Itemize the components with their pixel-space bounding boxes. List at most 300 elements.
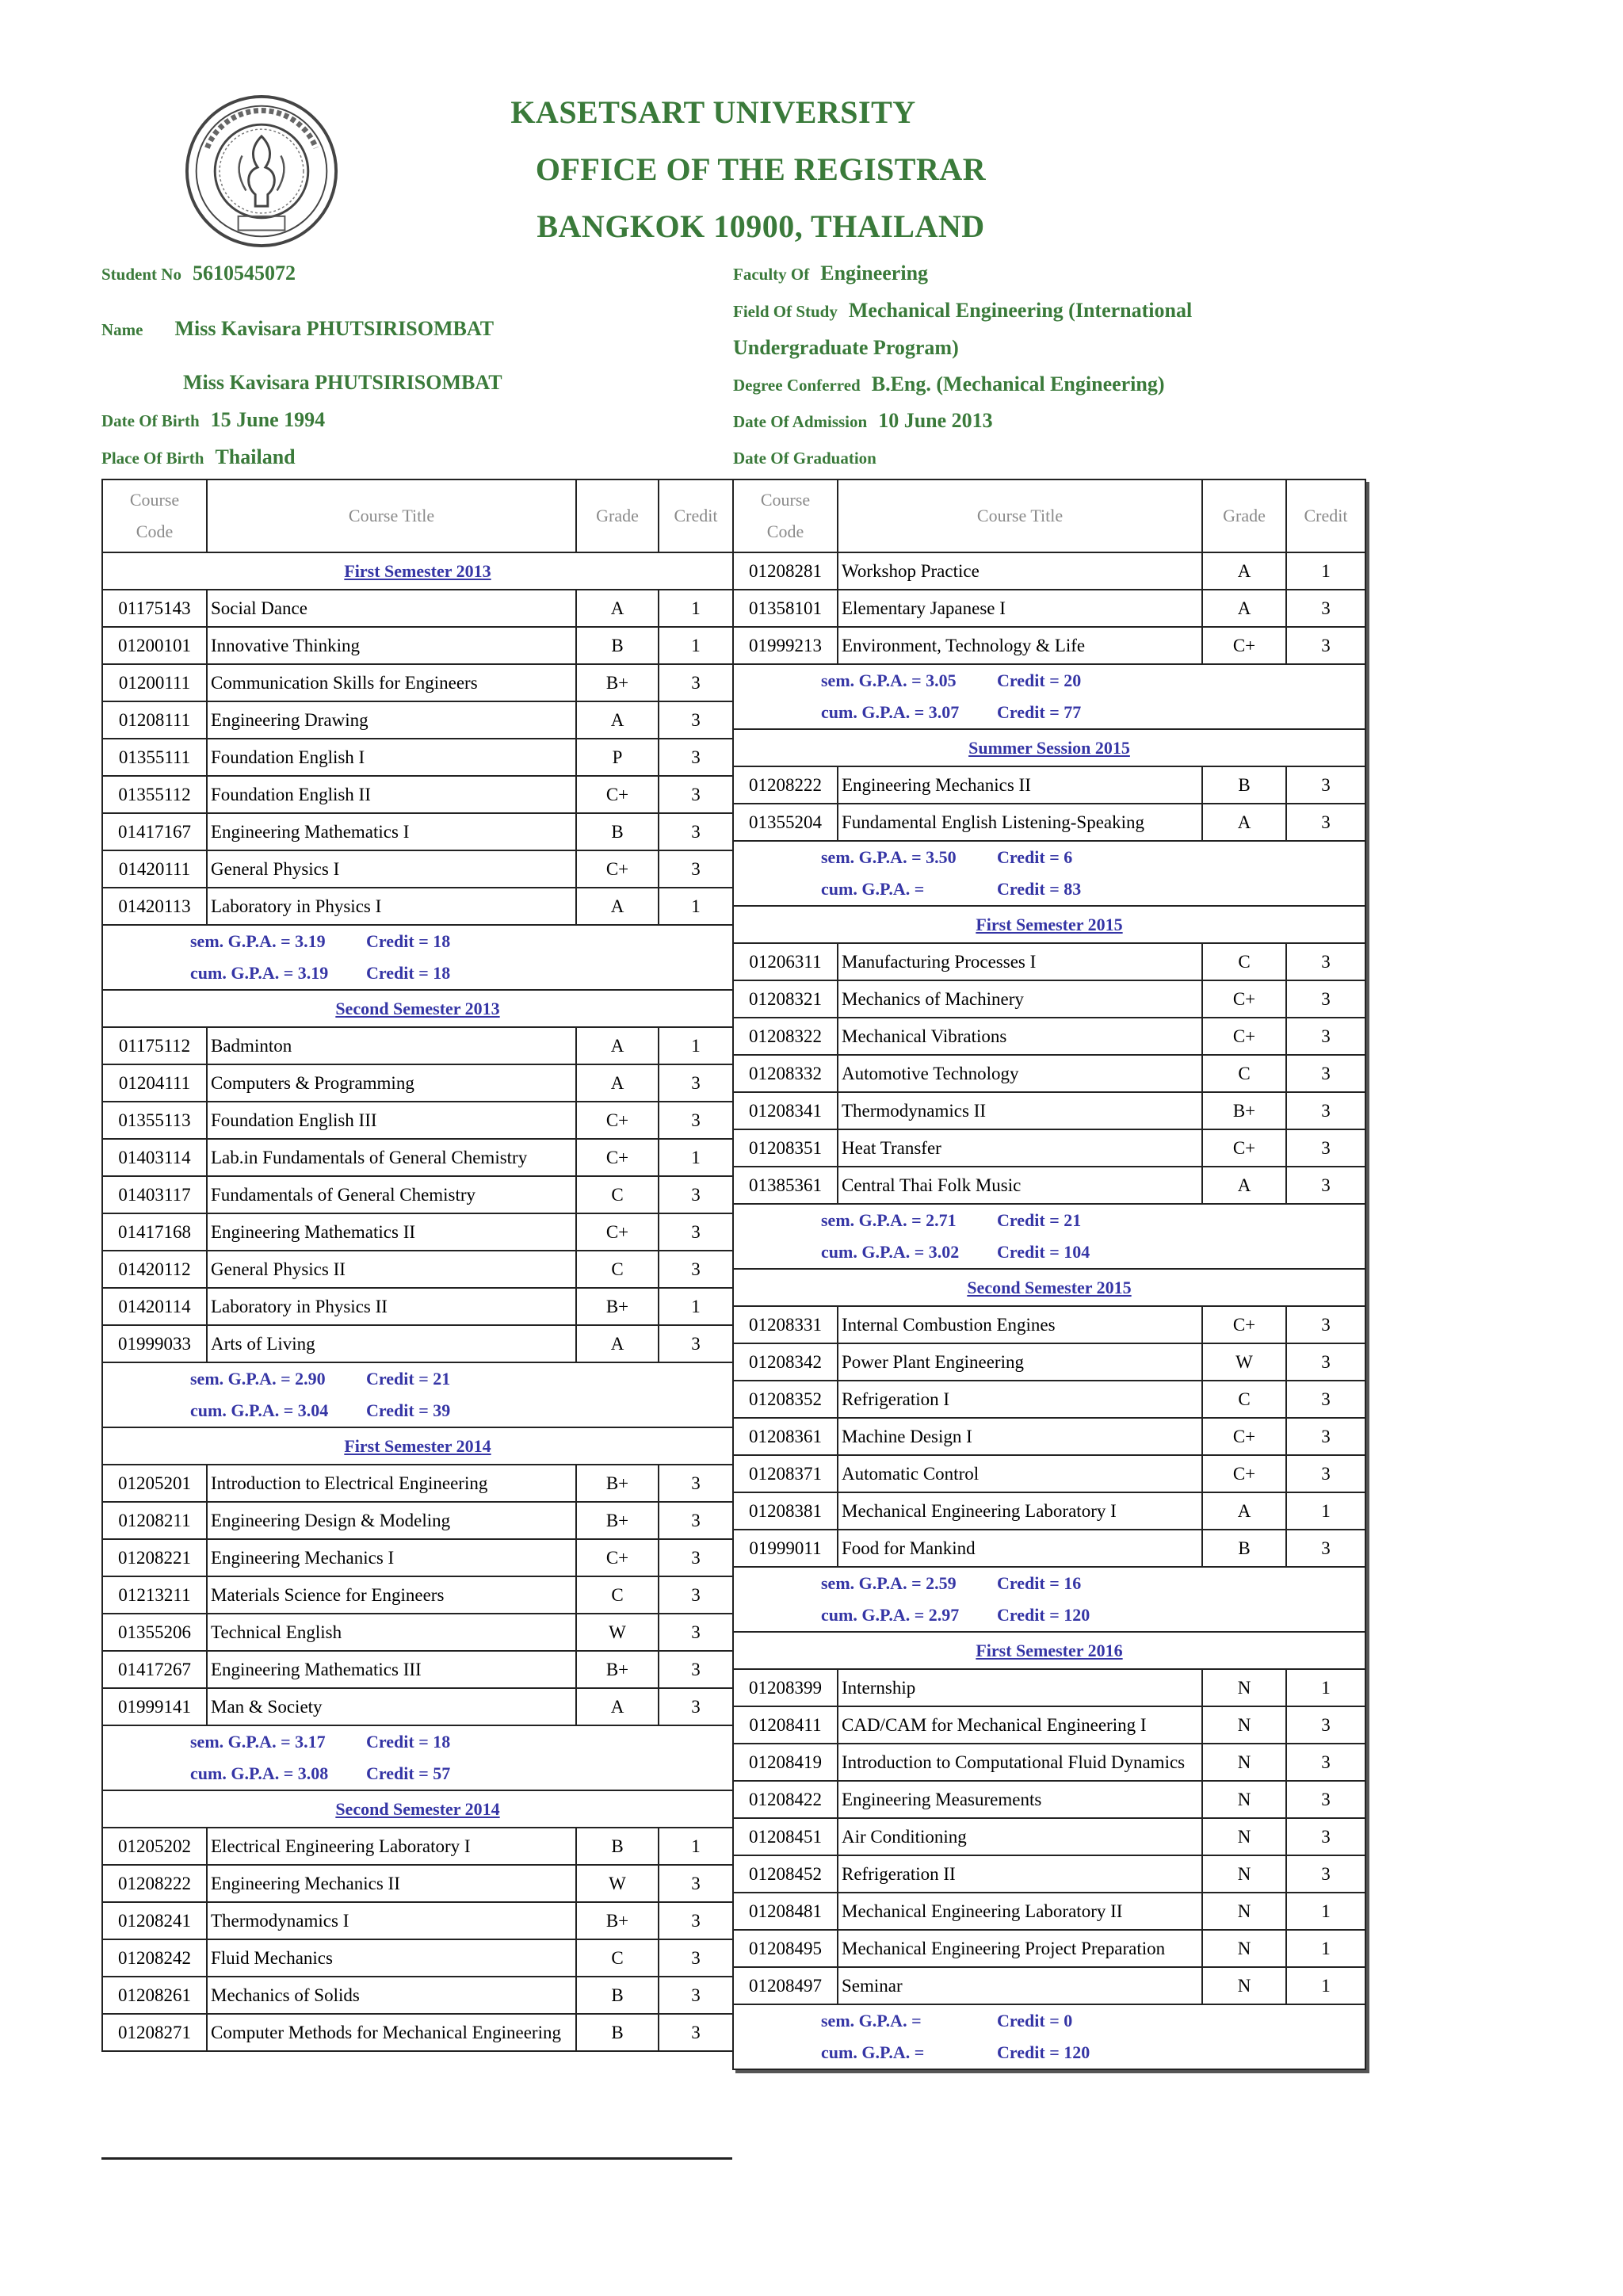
- course-credit: 1: [1286, 1967, 1365, 2004]
- course-code: 01358101: [733, 590, 838, 627]
- course-grade: C: [1202, 1055, 1286, 1092]
- course-credit: 3: [659, 813, 733, 850]
- course-code: 01208331: [733, 1306, 838, 1343]
- course-row: [733, 1744, 1365, 1781]
- course-code: 01417167: [102, 813, 207, 850]
- course-row: [733, 552, 1365, 590]
- course-grade: C+: [1202, 1129, 1286, 1167]
- course-grade: N: [1202, 1669, 1286, 1706]
- credit-total: Credit = 120: [997, 2042, 1090, 2062]
- course-row: [733, 1669, 1365, 1706]
- name-alt-value: Miss Kavisara PHUTSIRISOMBAT: [183, 371, 502, 394]
- course-row: [102, 1213, 733, 1251]
- course-grade: A: [576, 1027, 659, 1064]
- course-credit: 3: [1286, 1818, 1365, 1855]
- course-title: Mechanics of Solids: [207, 1977, 576, 2014]
- course-grade: N: [1202, 1967, 1286, 2004]
- course-code: 01417168: [102, 1213, 207, 1251]
- course-credit: 3: [1286, 1018, 1365, 1055]
- gpa-value: sem. G.P.A. = 3.19: [190, 931, 326, 951]
- course-grade: C+: [576, 1213, 659, 1251]
- course-credit: 3: [659, 1614, 733, 1651]
- course-code: 01208111: [102, 701, 207, 739]
- course-grade: B: [1202, 1530, 1286, 1567]
- course-grade: N: [1202, 1930, 1286, 1967]
- course-title: Foundation English II: [207, 776, 576, 813]
- course-grade: C: [576, 1251, 659, 1288]
- course-row: [102, 590, 733, 627]
- course-grade: C+: [576, 850, 659, 888]
- course-credit: 1: [659, 1828, 733, 1865]
- course-title: Refrigeration I: [838, 1381, 1202, 1418]
- cumulative-gpa-row: [733, 1599, 1365, 1632]
- course-grade: C+: [1202, 1018, 1286, 1055]
- course-credit: 1: [659, 627, 733, 664]
- course-code: 01208271: [102, 2014, 207, 2051]
- semester-heading-row: [733, 906, 1365, 943]
- course-code: 01175143: [102, 590, 207, 627]
- course-credit: 3: [659, 2014, 733, 2051]
- course-title: Engineering Drawing: [207, 701, 576, 739]
- course-credit: 1: [1286, 1492, 1365, 1530]
- course-credit: 1: [1286, 1930, 1365, 1967]
- course-credit: 3: [1286, 1418, 1365, 1455]
- course-title: Computer Methods for Mechanical Engineering: [207, 2014, 576, 2051]
- course-code: 01355112: [102, 776, 207, 813]
- semester-gpa-row: [102, 925, 733, 957]
- table-bottom-rule: [101, 2157, 732, 2160]
- course-grade: C: [576, 1939, 659, 1977]
- course-code: 01999033: [102, 1325, 207, 1362]
- course-title: Air Conditioning: [838, 1818, 1202, 1855]
- course-grade: C+: [1202, 627, 1286, 664]
- gpa-value: cum. G.P.A. =: [821, 2042, 925, 2062]
- gpa-cell: [102, 925, 733, 957]
- course-code: 01208342: [733, 1343, 838, 1381]
- gpa-value: cum. G.P.A. = 3.19: [190, 963, 329, 983]
- course-credit: 3: [659, 1325, 733, 1362]
- course-credit: 1: [1286, 1893, 1365, 1930]
- admission-value: 10 June 2013: [878, 409, 993, 432]
- course-grade: B: [576, 627, 659, 664]
- header-code-label: Code: [766, 521, 804, 541]
- course-grade: C+: [576, 776, 659, 813]
- course-row: [733, 1455, 1365, 1492]
- credit-total: Credit = 16: [997, 1573, 1082, 1593]
- course-grade: B: [576, 1977, 659, 2014]
- gpa-cell: [733, 841, 1365, 873]
- course-credit: 3: [1286, 1744, 1365, 1781]
- gpa-cell: [733, 1567, 1365, 1599]
- course-code: 01208422: [733, 1781, 838, 1818]
- course-row: [733, 1092, 1365, 1129]
- course-credit: 3: [1286, 1306, 1365, 1343]
- semester-gpa-row: [102, 1725, 733, 1758]
- course-title: Seminar: [838, 1967, 1202, 2004]
- course-row: [733, 804, 1365, 841]
- course-credit: 3: [659, 850, 733, 888]
- course-row: [102, 1651, 733, 1688]
- course-credit: 3: [659, 1576, 733, 1614]
- course-credit: 1: [659, 1027, 733, 1064]
- course-code: 01999213: [733, 627, 838, 664]
- course-credit: 3: [659, 776, 733, 813]
- header-credit: Credit: [1286, 479, 1365, 552]
- name-alt-row: [183, 371, 502, 395]
- pob-value: Thailand: [215, 445, 296, 468]
- course-grade: B+: [1202, 1092, 1286, 1129]
- course-title: Internal Combustion Engines: [838, 1306, 1202, 1343]
- field-value-line1: Mechanical Engineering (International: [848, 299, 1193, 322]
- course-code: 01205202: [102, 1828, 207, 1865]
- course-row: [733, 1530, 1365, 1567]
- gpa-cell: [733, 2004, 1365, 2037]
- course-row: [733, 1893, 1365, 1930]
- semester-heading-row: [733, 1269, 1365, 1306]
- semester-title: First Semester 2013: [102, 552, 733, 590]
- semester-gpa-row: [102, 1362, 733, 1395]
- transcript-table-left: [101, 479, 734, 2052]
- column-header-row: [733, 479, 1365, 552]
- header-course-label: Course: [129, 490, 180, 510]
- course-grade: A: [576, 1688, 659, 1725]
- course-credit: 3: [659, 1539, 733, 1576]
- course-grade: C+: [576, 1539, 659, 1576]
- name-row: [101, 317, 494, 341]
- course-row: [102, 1828, 733, 1865]
- course-title: Mechanical Vibrations: [838, 1018, 1202, 1055]
- gpa-cell: [733, 1236, 1365, 1269]
- course-title: Elementary Japanese I: [838, 590, 1202, 627]
- course-row: [733, 1492, 1365, 1530]
- column-header-row: [102, 479, 733, 552]
- course-code: 01420112: [102, 1251, 207, 1288]
- city-address: BANGKOK 10900, THAILAND: [537, 208, 985, 244]
- header-course-title: Course Title: [838, 479, 1202, 552]
- gpa-cell: [733, 1599, 1365, 1632]
- course-title: Engineering Design & Modeling: [207, 1502, 576, 1539]
- course-title: Introduction to Electrical Engineering: [207, 1465, 576, 1502]
- course-grade: W: [576, 1614, 659, 1651]
- header-credit: Credit: [659, 479, 733, 552]
- course-title: General Physics I: [207, 850, 576, 888]
- course-row: [102, 776, 733, 813]
- course-grade: A: [576, 590, 659, 627]
- course-credit: 3: [1286, 590, 1365, 627]
- course-credit: 3: [1286, 1855, 1365, 1893]
- course-row: [733, 1418, 1365, 1455]
- course-grade: N: [1202, 1893, 1286, 1930]
- office-name: OFFICE OF THE REGISTRAR: [535, 151, 987, 187]
- course-row: [102, 1251, 733, 1288]
- course-grade: A: [1202, 590, 1286, 627]
- course-credit: 1: [1286, 552, 1365, 590]
- course-title: Electrical Engineering Laboratory I: [207, 1828, 576, 1865]
- course-credit: 3: [1286, 1092, 1365, 1129]
- course-code: 01417267: [102, 1651, 207, 1688]
- course-grade: A: [576, 1064, 659, 1102]
- semester-title: Second Semester 2013: [102, 990, 733, 1027]
- course-grade: N: [1202, 1744, 1286, 1781]
- course-title: Technical English: [207, 1614, 576, 1651]
- course-grade: N: [1202, 1855, 1286, 1893]
- course-row: [733, 1129, 1365, 1167]
- course-row: [102, 1539, 733, 1576]
- course-credit: 3: [1286, 1129, 1365, 1167]
- course-credit: 3: [659, 1064, 733, 1102]
- course-credit: 3: [659, 1688, 733, 1725]
- gpa-cell: [102, 1395, 733, 1427]
- course-title: Central Thai Folk Music: [838, 1167, 1202, 1204]
- field-row: [733, 299, 1192, 323]
- course-code: 01200111: [102, 664, 207, 701]
- course-title: Engineering Measurements: [838, 1781, 1202, 1818]
- semester-title: Second Semester 2015: [733, 1269, 1365, 1306]
- course-code: 01208321: [733, 980, 838, 1018]
- course-row: [102, 1688, 733, 1725]
- course-code: 01208261: [102, 1977, 207, 2014]
- course-grade: N: [1202, 1706, 1286, 1744]
- course-grade: B+: [576, 1651, 659, 1688]
- course-code: 01999141: [102, 1688, 207, 1725]
- course-row: [733, 1306, 1365, 1343]
- course-credit: 3: [659, 1651, 733, 1688]
- course-code: 01208222: [733, 766, 838, 804]
- course-title: Laboratory in Physics I: [207, 888, 576, 925]
- course-credit: 3: [659, 1465, 733, 1502]
- course-code: 01208452: [733, 1855, 838, 1893]
- course-code: 01420114: [102, 1288, 207, 1325]
- pob-row: [101, 445, 296, 469]
- course-grade: C+: [576, 1139, 659, 1176]
- course-title: Communication Skills for Engineers: [207, 664, 576, 701]
- course-code: 01208332: [733, 1055, 838, 1092]
- course-row: [102, 813, 733, 850]
- course-credit: 3: [659, 1977, 733, 2014]
- course-grade: P: [576, 739, 659, 776]
- course-row: [733, 590, 1365, 627]
- course-title: Environment, Technology & Life: [838, 627, 1202, 664]
- course-credit: 3: [1286, 627, 1365, 664]
- semester-heading-row: [733, 1632, 1365, 1669]
- course-grade: B+: [576, 1465, 659, 1502]
- course-row: [102, 1064, 733, 1102]
- faculty-value: Engineering: [820, 262, 929, 285]
- course-grade: C: [1202, 1381, 1286, 1418]
- credit-total: Credit = 39: [366, 1400, 451, 1420]
- course-row: [733, 627, 1365, 664]
- dob-label: Date Of Birth: [101, 411, 200, 430]
- course-grade: C: [576, 1576, 659, 1614]
- course-code: 01208419: [733, 1744, 838, 1781]
- course-row: [102, 1139, 733, 1176]
- gpa-value: cum. G.P.A. = 3.02: [821, 1242, 960, 1262]
- cumulative-gpa-row: [102, 1395, 733, 1427]
- course-title: Internship: [838, 1669, 1202, 1706]
- course-code: 01208352: [733, 1381, 838, 1418]
- course-credit: 3: [659, 1176, 733, 1213]
- header-course-code: [733, 479, 838, 552]
- student-no-label: Student No: [101, 265, 181, 284]
- course-credit: 3: [1286, 1706, 1365, 1744]
- course-credit: 1: [659, 590, 733, 627]
- gpa-value: sem. G.P.A. = 2.90: [190, 1369, 326, 1389]
- field-label: Field Of Study: [733, 302, 838, 321]
- course-code: 01403114: [102, 1139, 207, 1176]
- course-row: [102, 1288, 733, 1325]
- course-title: Foundation English I: [207, 739, 576, 776]
- course-grade: C+: [576, 1102, 659, 1139]
- course-row: [102, 739, 733, 776]
- course-title: Introduction to Computational Fluid Dynamics: [838, 1744, 1202, 1781]
- course-title: Mechanical Engineering Laboratory I: [838, 1492, 1202, 1530]
- course-title: Machine Design I: [838, 1418, 1202, 1455]
- credit-total: Credit = 77: [997, 702, 1082, 722]
- course-title: Heat Transfer: [838, 1129, 1202, 1167]
- course-row: [102, 1865, 733, 1902]
- course-credit: 3: [1286, 980, 1365, 1018]
- semester-heading-row: [102, 990, 733, 1027]
- course-grade: N: [1202, 1781, 1286, 1818]
- course-credit: 3: [659, 1102, 733, 1139]
- header-grade: Grade: [1202, 479, 1286, 552]
- semester-heading-row: [102, 1427, 733, 1465]
- field-row-2: [733, 336, 959, 360]
- course-row: [102, 664, 733, 701]
- course-title: Engineering Mathematics I: [207, 813, 576, 850]
- course-grade: C: [1202, 943, 1286, 980]
- course-title: Power Plant Engineering: [838, 1343, 1202, 1381]
- gpa-value: sem. G.P.A. = 2.71: [821, 1210, 957, 1230]
- gpa-value: cum. G.P.A. = 2.97: [821, 1605, 960, 1625]
- gpa-value: sem. G.P.A. = 3.05: [821, 670, 957, 690]
- course-code: 01200101: [102, 627, 207, 664]
- course-credit: 3: [1286, 1455, 1365, 1492]
- gpa-value: sem. G.P.A. = 3.50: [821, 847, 957, 867]
- gpa-value: cum. G.P.A. = 3.08: [190, 1763, 329, 1783]
- gpa-value: sem. G.P.A. = 3.17: [190, 1732, 326, 1752]
- course-row: [102, 1977, 733, 2014]
- gpa-cell: [102, 1362, 733, 1395]
- course-title: Foundation English III: [207, 1102, 576, 1139]
- header-course-title: Course Title: [207, 479, 576, 552]
- university-name: KASETSART UNIVERSITY: [510, 94, 916, 130]
- semester-gpa-row: [733, 2004, 1365, 2037]
- course-code: 01208399: [733, 1669, 838, 1706]
- course-title: Engineering Mathematics II: [207, 1213, 576, 1251]
- cumulative-gpa-row: [733, 1236, 1365, 1269]
- course-title: Fundamental English Listening-Speaking: [838, 804, 1202, 841]
- gpa-cell: [102, 957, 733, 990]
- course-credit: 1: [1286, 1669, 1365, 1706]
- course-credit: 3: [1286, 1381, 1365, 1418]
- course-grade: A: [1202, 1167, 1286, 1204]
- course-row: [102, 1465, 733, 1502]
- course-grade: A: [576, 888, 659, 925]
- semester-title: Second Semester 2014: [102, 1790, 733, 1828]
- course-grade: B: [1202, 766, 1286, 804]
- semester-gpa-row: [733, 1204, 1365, 1236]
- course-title: CAD/CAM for Mechanical Engineering I: [838, 1706, 1202, 1744]
- course-code: 01208371: [733, 1455, 838, 1492]
- course-grade: B: [576, 2014, 659, 2051]
- course-credit: 3: [1286, 1343, 1365, 1381]
- gpa-cell: [733, 664, 1365, 697]
- course-title: Social Dance: [207, 590, 576, 627]
- course-credit: 1: [659, 1139, 733, 1176]
- student-no-value: 5610545072: [192, 262, 296, 285]
- transcript-table-right: [732, 479, 1366, 2070]
- course-code: 01208281: [733, 552, 838, 590]
- course-row: [102, 627, 733, 664]
- course-title: Laboratory in Physics II: [207, 1288, 576, 1325]
- course-code: 01208322: [733, 1018, 838, 1055]
- course-credit: 3: [1286, 1530, 1365, 1567]
- course-title: Automatic Control: [838, 1455, 1202, 1492]
- course-row: [733, 766, 1365, 804]
- semester-gpa-row: [733, 664, 1365, 697]
- course-code: 01208242: [102, 1939, 207, 1977]
- cumulative-gpa-row: [733, 873, 1365, 906]
- course-row: [102, 1614, 733, 1651]
- course-grade: B: [576, 813, 659, 850]
- semester-title: Summer Session 2015: [733, 729, 1365, 766]
- course-title: Materials Science for Engineers: [207, 1576, 576, 1614]
- course-title: Lab.in Fundamentals of General Chemistry: [207, 1139, 576, 1176]
- degree-value: B.Eng. (Mechanical Engineering): [871, 372, 1165, 395]
- course-title: General Physics II: [207, 1251, 576, 1288]
- admission-label: Date Of Admission: [733, 412, 868, 431]
- name-label: Name: [101, 320, 143, 339]
- course-code: 01403117: [102, 1176, 207, 1213]
- course-row: [102, 1576, 733, 1614]
- course-grade: A: [576, 1325, 659, 1362]
- course-code: 01208222: [102, 1865, 207, 1902]
- semester-title: First Semester 2014: [102, 1427, 733, 1465]
- credit-total: Credit = 104: [997, 1242, 1090, 1262]
- cumulative-gpa-row: [733, 697, 1365, 729]
- course-row: [102, 1027, 733, 1064]
- course-grade: B+: [576, 1288, 659, 1325]
- course-credit: 3: [1286, 1167, 1365, 1204]
- course-code: 01208451: [733, 1818, 838, 1855]
- semester-title: First Semester 2016: [733, 1632, 1365, 1669]
- course-credit: 3: [659, 701, 733, 739]
- course-code: 01355206: [102, 1614, 207, 1651]
- course-code: 01355111: [102, 739, 207, 776]
- credit-total: Credit = 6: [997, 847, 1073, 867]
- course-title: Thermodynamics II: [838, 1092, 1202, 1129]
- course-grade: B+: [576, 1502, 659, 1539]
- course-row: [733, 1343, 1365, 1381]
- course-credit: 3: [659, 1213, 733, 1251]
- course-grade: C+: [1202, 1418, 1286, 1455]
- course-credit: 3: [1286, 1781, 1365, 1818]
- credit-total: Credit = 18: [366, 963, 451, 983]
- gpa-cell: [733, 2037, 1365, 2069]
- cumulative-gpa-row: [102, 1758, 733, 1790]
- course-row: [102, 1325, 733, 1362]
- header-code-label: Code: [136, 521, 174, 541]
- credit-total: Credit = 0: [997, 2011, 1073, 2030]
- semester-gpa-row: [733, 841, 1365, 873]
- course-row: [102, 888, 733, 925]
- course-row: [733, 1055, 1365, 1092]
- course-code: 01208341: [733, 1092, 838, 1129]
- course-title: Automotive Technology: [838, 1055, 1202, 1092]
- course-code: 01355113: [102, 1102, 207, 1139]
- course-credit: 1: [659, 888, 733, 925]
